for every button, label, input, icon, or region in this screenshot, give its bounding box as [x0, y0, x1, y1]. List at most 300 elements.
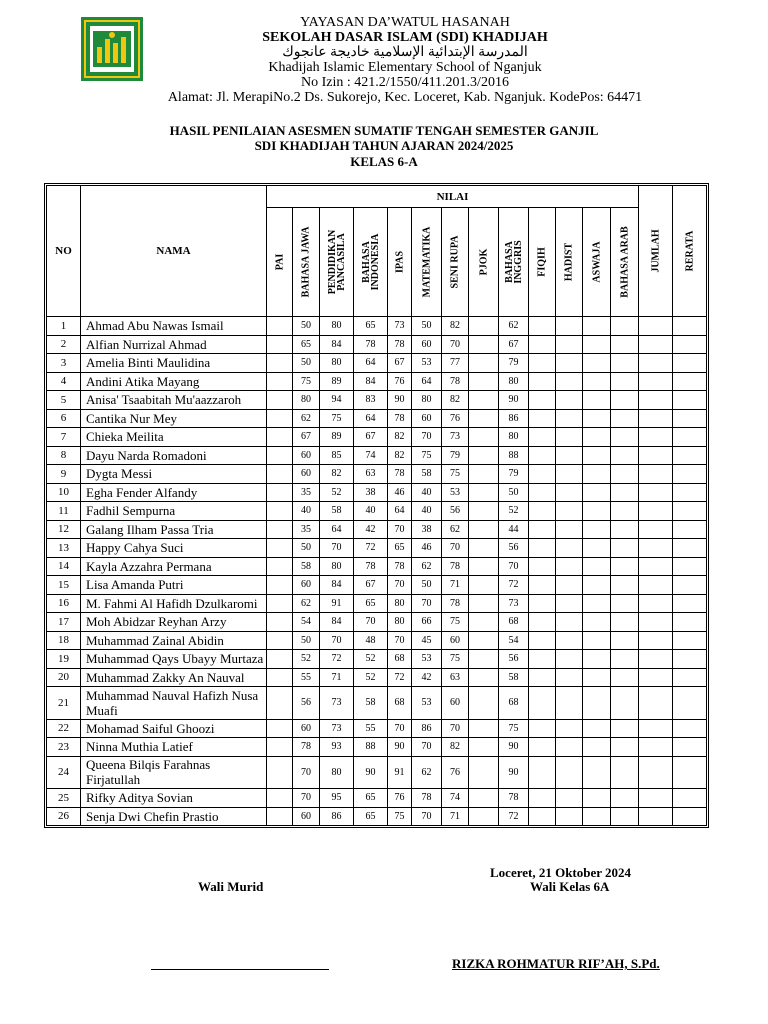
score-cell [469, 594, 499, 613]
subject-header [499, 208, 529, 317]
permit-number: No Izin : 421.2/1550/411.201.3/2016 [301, 75, 509, 90]
table-row [47, 738, 707, 757]
score-cell [469, 807, 499, 826]
score-cell: 42 [412, 668, 442, 687]
average-cell [673, 687, 707, 720]
score-cell [583, 428, 611, 447]
row-number: 8 [47, 446, 81, 465]
score-cell [556, 594, 583, 613]
row-number: 24 [47, 756, 81, 789]
subject-label [479, 249, 488, 276]
row-number: 12 [47, 520, 81, 539]
score-cell: 71 [442, 807, 469, 826]
score-cell: 60 [293, 446, 320, 465]
score-cell [267, 354, 293, 373]
row-number: 22 [47, 719, 81, 738]
table-row [47, 391, 707, 410]
row-number: 13 [47, 539, 81, 558]
score-cell: 80 [320, 317, 354, 336]
score-cell [583, 557, 611, 576]
table-row [47, 428, 707, 447]
student-name: M. Fahmi Al Hafidh Dzulkaromi [81, 594, 267, 613]
total-cell [639, 446, 673, 465]
score-cell [469, 756, 499, 789]
score-cell: 73 [320, 719, 354, 738]
score-cell [529, 483, 556, 502]
score-cell [469, 687, 499, 720]
score-cell: 82 [320, 465, 354, 484]
score-cell [267, 613, 293, 632]
subject-header [293, 208, 320, 317]
score-cell: 93 [320, 738, 354, 757]
subject-label-line: BAHASA ARAB [619, 226, 630, 298]
score-cell [529, 557, 556, 576]
score-cell: 40 [412, 502, 442, 521]
score-cell: 80 [499, 428, 529, 447]
subject-label-line: INDONESIA [369, 233, 381, 291]
score-cell: 78 [499, 789, 529, 808]
score-cell: 70 [320, 539, 354, 558]
score-cell: 76 [388, 372, 412, 391]
table-row [47, 557, 707, 576]
score-cell: 45 [412, 631, 442, 650]
student-name: Rifky Aditya Sovian [81, 789, 267, 808]
score-cell [611, 372, 639, 391]
score-cell: 56 [442, 502, 469, 521]
score-cell [583, 719, 611, 738]
foundation-name: YAYASAN DA’WATUL HASANAH [300, 15, 510, 30]
score-cell: 80 [293, 391, 320, 410]
score-cell [469, 502, 499, 521]
subject-header [354, 208, 388, 317]
score-cell: 75 [320, 409, 354, 428]
total-cell [639, 719, 673, 738]
score-cell: 73 [442, 428, 469, 447]
score-cell: 90 [388, 738, 412, 757]
score-cell: 60 [412, 409, 442, 428]
average-cell [673, 539, 707, 558]
row-number: 18 [47, 631, 81, 650]
table-row [47, 807, 707, 826]
score-cell: 67 [388, 354, 412, 373]
score-cell: 54 [499, 631, 529, 650]
score-cell: 75 [442, 613, 469, 632]
student-name: Muhammad Zainal Abidin [81, 631, 267, 650]
score-cell: 85 [320, 446, 354, 465]
subject-label [592, 241, 601, 282]
subject-label [302, 227, 311, 298]
score-cell: 38 [412, 520, 442, 539]
score-cell [556, 631, 583, 650]
average-cell [673, 557, 707, 576]
subject-label [451, 236, 460, 289]
score-cell [556, 391, 583, 410]
subject-header [320, 208, 354, 317]
score-cell: 88 [499, 446, 529, 465]
score-cell: 58 [354, 687, 388, 720]
average-cell [673, 446, 707, 465]
school-logo [81, 17, 143, 81]
score-cell: 76 [442, 409, 469, 428]
score-cell: 89 [320, 372, 354, 391]
student-name: Ninna Muthia Latief [81, 738, 267, 757]
subject-label-line: INGGRIS [512, 240, 524, 284]
table-row [47, 650, 707, 669]
score-cell [469, 520, 499, 539]
average-cell [673, 668, 707, 687]
score-cell [611, 354, 639, 373]
score-cell: 76 [442, 756, 469, 789]
subject-header [442, 208, 469, 317]
score-cell [469, 391, 499, 410]
score-cell [611, 738, 639, 757]
subject-label [328, 230, 346, 294]
parent-signature-label: Wali Murid [198, 879, 264, 894]
score-cell [529, 650, 556, 669]
school-name-arabic: المدرسة الإبتدائية الإسلامية خاديجة عانجوك [282, 45, 528, 60]
score-cell [556, 539, 583, 558]
score-cell: 86 [412, 719, 442, 738]
subject-header [469, 208, 499, 317]
average-cell [673, 789, 707, 808]
score-cell: 70 [388, 576, 412, 595]
student-name: Muhammad Zakky An Nauval [81, 668, 267, 687]
student-name: Cantika Nur Mey [81, 409, 267, 428]
score-cell [469, 428, 499, 447]
total-cell [639, 520, 673, 539]
row-number: 9 [47, 465, 81, 484]
score-cell [556, 756, 583, 789]
row-number: 1 [47, 317, 81, 336]
score-cell: 91 [388, 756, 412, 789]
score-cell: 68 [388, 687, 412, 720]
total-cell [639, 668, 673, 687]
score-cell [611, 613, 639, 632]
score-cell [611, 428, 639, 447]
score-cell: 95 [320, 789, 354, 808]
score-cell: 70 [320, 631, 354, 650]
table-row [47, 594, 707, 613]
student-name: Chieka Meilita [81, 428, 267, 447]
score-cell [583, 391, 611, 410]
score-cell: 40 [293, 502, 320, 521]
average-cell [673, 807, 707, 826]
subject-label [620, 226, 629, 297]
score-cell: 90 [499, 391, 529, 410]
score-cell [556, 650, 583, 669]
student-name: Amelia Binti Maulidina [81, 354, 267, 373]
score-cell: 68 [499, 613, 529, 632]
score-cell: 71 [442, 576, 469, 595]
score-cell: 64 [354, 354, 388, 373]
student-name: Egha Fender Alfandy [81, 483, 267, 502]
score-cell [469, 719, 499, 738]
subject-label [362, 234, 380, 291]
score-cell: 50 [412, 576, 442, 595]
total-cell [639, 738, 673, 757]
subject-header [388, 208, 412, 317]
score-cell [267, 539, 293, 558]
score-cell: 56 [499, 539, 529, 558]
school-address: Alamat: Jl. MerapiNo.2 Ds. Sukorejo, Kec. Loceret, Kab. Nganjuk. KodePos: 64471 [167, 90, 643, 105]
subject-header [267, 208, 293, 317]
score-cell: 52 [354, 668, 388, 687]
average-cell [673, 391, 707, 410]
score-cell: 70 [442, 335, 469, 354]
row-number: 17 [47, 613, 81, 632]
teacher-signature-label: Wali Kelas 6A [530, 879, 610, 894]
score-cell [583, 789, 611, 808]
average-cell [673, 335, 707, 354]
score-cell [469, 372, 499, 391]
total-cell [639, 807, 673, 826]
average-cell [673, 428, 707, 447]
row-number: 16 [47, 594, 81, 613]
total-cell [639, 483, 673, 502]
score-cell [469, 446, 499, 465]
score-cell [267, 807, 293, 826]
student-name: Ahmad Abu Nawas Ismail [81, 317, 267, 336]
score-cell: 84 [320, 335, 354, 354]
score-cell: 78 [442, 372, 469, 391]
score-cell: 88 [354, 738, 388, 757]
score-cell: 35 [293, 520, 320, 539]
total-cell [639, 354, 673, 373]
row-number: 21 [47, 687, 81, 720]
table-row [47, 446, 707, 465]
score-cell [529, 465, 556, 484]
score-cell [611, 650, 639, 669]
score-cell [469, 409, 499, 428]
score-cell: 90 [499, 756, 529, 789]
subject-label-line: HADIST [563, 242, 575, 282]
table-row [47, 502, 707, 521]
score-cell [469, 317, 499, 336]
score-cell [583, 465, 611, 484]
score-cell [611, 539, 639, 558]
score-cell: 50 [293, 317, 320, 336]
score-cell: 65 [354, 807, 388, 826]
score-cell: 50 [499, 483, 529, 502]
subject-label-line: ASWAJA [591, 241, 602, 283]
table-row [47, 613, 707, 632]
score-cell [267, 738, 293, 757]
score-cell [611, 594, 639, 613]
score-cell: 42 [354, 520, 388, 539]
score-cell [267, 650, 293, 669]
score-cell: 50 [412, 317, 442, 336]
score-cell [611, 391, 639, 410]
score-cell: 58 [412, 465, 442, 484]
score-cell [611, 483, 639, 502]
score-cell [469, 539, 499, 558]
average-cell [673, 594, 707, 613]
score-cell: 94 [320, 391, 354, 410]
score-cell: 80 [499, 372, 529, 391]
table-row [47, 317, 707, 336]
total-cell [639, 317, 673, 336]
score-cell: 71 [320, 668, 354, 687]
total-cell [639, 594, 673, 613]
subject-header [556, 208, 583, 317]
score-cell: 72 [499, 807, 529, 826]
score-cell [529, 502, 556, 521]
score-cell: 50 [293, 539, 320, 558]
score-cell: 79 [442, 446, 469, 465]
row-number: 6 [47, 409, 81, 428]
subject-label [565, 243, 574, 281]
score-cell [267, 576, 293, 595]
score-cell [556, 372, 583, 391]
score-cell [469, 483, 499, 502]
score-cell [267, 789, 293, 808]
subject-label-line: FIQIH [536, 247, 548, 277]
score-cell [529, 354, 556, 373]
table-row [47, 520, 707, 539]
score-cell [611, 668, 639, 687]
score-cell: 78 [388, 409, 412, 428]
score-cell [583, 409, 611, 428]
score-cell: 48 [354, 631, 388, 650]
score-cell [556, 520, 583, 539]
score-cell [583, 354, 611, 373]
score-cell: 90 [499, 738, 529, 757]
table-row [47, 465, 707, 484]
school-name: SEKOLAH DASAR ISLAM (SDI) KHADIJAH [262, 30, 548, 45]
score-cell [583, 687, 611, 720]
score-cell [611, 335, 639, 354]
row-number: 2 [47, 335, 81, 354]
score-cell: 78 [442, 557, 469, 576]
subject-label [395, 251, 404, 273]
score-cell: 40 [354, 502, 388, 521]
score-cell: 73 [320, 687, 354, 720]
score-cell: 44 [499, 520, 529, 539]
total-cell [639, 372, 673, 391]
score-cell: 80 [320, 354, 354, 373]
score-cell: 70 [293, 756, 320, 789]
col-avg-header [673, 186, 707, 317]
score-cell: 83 [354, 391, 388, 410]
score-cell [469, 668, 499, 687]
score-cell: 68 [388, 650, 412, 669]
subject-label [505, 240, 523, 283]
student-name: Queena Bilqis Farahnas Firjatullah [81, 756, 267, 789]
score-cell [469, 613, 499, 632]
score-cell: 75 [442, 465, 469, 484]
score-cell [267, 520, 293, 539]
score-cell [611, 807, 639, 826]
score-cell [583, 372, 611, 391]
score-cell [556, 789, 583, 808]
score-cell [469, 631, 499, 650]
table-row [47, 756, 707, 789]
score-cell [267, 756, 293, 789]
score-cell [267, 446, 293, 465]
score-cell [556, 719, 583, 738]
score-cell [529, 738, 556, 757]
score-cell: 70 [388, 631, 412, 650]
score-cell [556, 576, 583, 595]
row-number: 15 [47, 576, 81, 595]
score-cell [611, 576, 639, 595]
table-row [47, 539, 707, 558]
average-cell [673, 650, 707, 669]
score-cell [611, 756, 639, 789]
score-cell [529, 428, 556, 447]
subject-header [529, 208, 556, 317]
score-cell: 65 [354, 789, 388, 808]
col-group-header: NILAI [267, 186, 639, 208]
score-cell [529, 807, 556, 826]
average-cell [673, 613, 707, 632]
score-cell: 78 [293, 738, 320, 757]
student-name: Muhammad Qays Ubayy Murtaza [81, 650, 267, 669]
score-cell: 90 [354, 756, 388, 789]
student-name: Kayla Azzahra Permana [81, 557, 267, 576]
average-cell [673, 372, 707, 391]
total-cell [639, 789, 673, 808]
row-number: 23 [47, 738, 81, 757]
row-number: 14 [47, 557, 81, 576]
score-cell [583, 446, 611, 465]
score-cell: 80 [320, 557, 354, 576]
score-cell: 75 [442, 650, 469, 669]
score-cell [611, 557, 639, 576]
score-cell [529, 372, 556, 391]
total-cell [639, 557, 673, 576]
score-cell [583, 502, 611, 521]
score-cell: 78 [354, 557, 388, 576]
student-name: Mohamad Saiful Ghoozi [81, 719, 267, 738]
student-name: Dayu Narda Romadoni [81, 446, 267, 465]
school-name-english: Khadijah Islamic Elementary School of Nganjuk [268, 60, 542, 75]
subject-label-line: PJOK [478, 248, 489, 276]
score-cell: 62 [499, 317, 529, 336]
score-cell: 90 [388, 391, 412, 410]
student-name: Galang Ilham Passa Tria [81, 520, 267, 539]
subject-label-line: MATEMATIKA [421, 226, 432, 298]
score-cell [556, 613, 583, 632]
score-cell: 52 [499, 502, 529, 521]
score-cell [556, 409, 583, 428]
score-cell: 75 [388, 807, 412, 826]
table-row [47, 687, 707, 720]
row-number: 25 [47, 789, 81, 808]
score-cell: 75 [293, 372, 320, 391]
score-cell: 52 [293, 650, 320, 669]
score-cell: 91 [320, 594, 354, 613]
score-cell: 84 [320, 613, 354, 632]
score-cell [583, 539, 611, 558]
score-cell [267, 409, 293, 428]
score-cell: 55 [293, 668, 320, 687]
score-cell: 86 [499, 409, 529, 428]
score-cell [611, 502, 639, 521]
score-cell [556, 428, 583, 447]
table-row [47, 631, 707, 650]
col-total-label: JUMLAH [650, 229, 661, 273]
score-cell [469, 465, 499, 484]
score-cell: 52 [354, 650, 388, 669]
score-cell [267, 502, 293, 521]
report-title: HASIL PENILAIAN ASESMEN SUMATIF TENGAH SEMESTER GANJIL [169, 123, 599, 138]
score-cell: 64 [412, 372, 442, 391]
score-cell: 70 [442, 539, 469, 558]
teacher-name: RIZKA ROHMATUR RIF’AH, S.Pd. [452, 956, 660, 971]
score-cell [267, 594, 293, 613]
total-cell [639, 756, 673, 789]
